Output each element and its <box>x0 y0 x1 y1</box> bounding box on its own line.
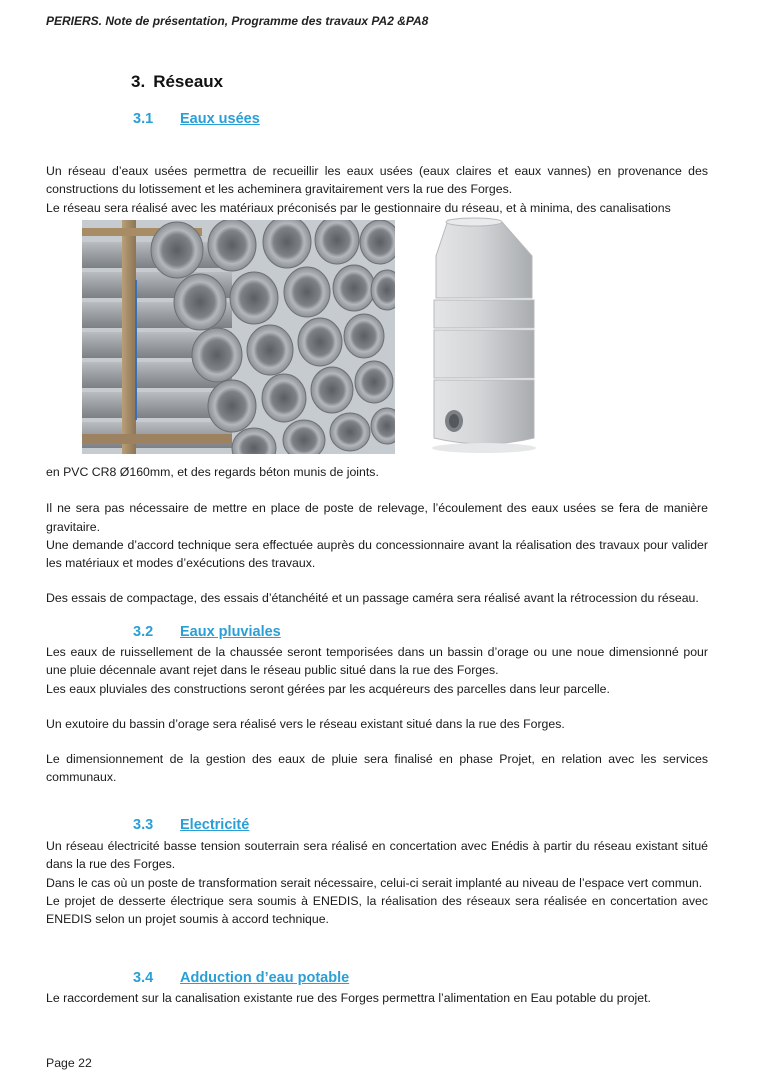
paragraph: Le dimensionnement de la gestion des eaux de pluie sera finalisé en phase Projet, en relation avec les services communaux. <box>46 752 708 785</box>
subsection-heading-eaux-usees <box>133 111 260 127</box>
paragraph: en PVC CR8 Ø160mm, et des regards béton munis de joints. <box>46 465 379 479</box>
subsection-heading-eaux-pluviales <box>133 624 281 640</box>
subsection-heading-adduction-eau-potable <box>133 970 349 986</box>
subsection-number: 3.3 <box>133 817 154 833</box>
eaux-usees-intro <box>46 162 708 217</box>
subsection-title: Eaux usées <box>180 111 260 127</box>
paragraph: Un exutoire du bassin d’orage sera réalisé vers le réseau existant situé dans la rue des Forges. <box>46 716 565 731</box>
paragraph: Le projet de desserte électrique sera soumis à ENEDIS, la réalisation des réseaux sera réalisée en concertation avec ENEDIS selon un projet soumis à accord technique. <box>46 893 708 927</box>
subsection-title: Adduction d’eau potable <box>180 970 350 986</box>
paragraph: Les eaux pluviales des constructions seront gérées par les acquéreurs des parcelles dans leur parcelle. <box>46 681 610 696</box>
page-number: Page 22 <box>46 1056 92 1070</box>
section-title: Réseaux <box>153 72 224 91</box>
pvc-pipes-photo <box>82 220 395 454</box>
paragraph: Le raccordement sur la canalisation existante rue des Forges permettra l’alimentation en Eau potable du projet. <box>46 991 651 1005</box>
pvc-pipes-illustration <box>82 220 395 454</box>
section-heading <box>131 72 223 92</box>
page-header: PERIERS. Note de présentation, Programme des travaux PA2 &PA8 <box>46 14 429 28</box>
paragraph: Des essais de compactage, des essais d’étanchéité et un passage caméra sera réalisé avant la rétrocession du réseau. <box>46 591 699 606</box>
subsection-title: Electricité <box>180 817 250 833</box>
subsection-number: 3.4 <box>133 970 154 986</box>
subsection-heading-electricite <box>133 817 249 833</box>
paragraph: Dans le cas où un poste de transformation serait nécessaire, celui-ci serait implanté au niveau de l’espace vert commun. <box>46 875 703 890</box>
electricite-text <box>46 837 708 928</box>
paragraph: Il ne sera pas nécessaire de mettre en place de poste de relevage, l’écoulement des eaux usées se fera de manière gravitaire. <box>46 501 708 534</box>
subsection-number: 3.2 <box>133 624 154 640</box>
concrete-manhole-illustration <box>420 216 550 456</box>
concrete-manhole-photo <box>420 216 550 456</box>
subsection-number: 3.1 <box>133 111 154 127</box>
subsection-title: Eaux pluviales <box>180 624 281 640</box>
paragraph: Le réseau sera réalisé avec les matériaux préconisés par le gestionnaire du réseau, et à minima, des canalisations <box>46 200 671 215</box>
paragraph: Un réseau électricité basse tension souterrain sera réalisé en concertation avec Enédis à partir du réseau existant situé dans la rue des Forges. <box>46 839 708 872</box>
paragraph: Un réseau d’eaux usées permettra de recueillir les eaux usées (eaux claires et eaux vannes) en provenance des constructions du lotissement et les acheminera gravitairement vers la rue des Forges. <box>46 164 708 197</box>
eaux-usees-details <box>46 463 708 608</box>
section-number: 3. <box>131 72 146 91</box>
paragraph: Une demande d’accord technique sera effectuée auprès du concessionnaire avant la réalisation des travaux pour valider les matériaux et modes d’exécutions des travaux. <box>46 537 708 571</box>
paragraph: Les eaux de ruissellement de la chaussée seront temporisées dans un bassin d’orage ou une noue dimensionné pour une pluie décennale avant rejet dans le réseau public situé dans la rue des Forges. <box>46 645 708 678</box>
adduction-eau-potable-text <box>46 989 708 1007</box>
eaux-pluviales-text <box>46 643 708 787</box>
